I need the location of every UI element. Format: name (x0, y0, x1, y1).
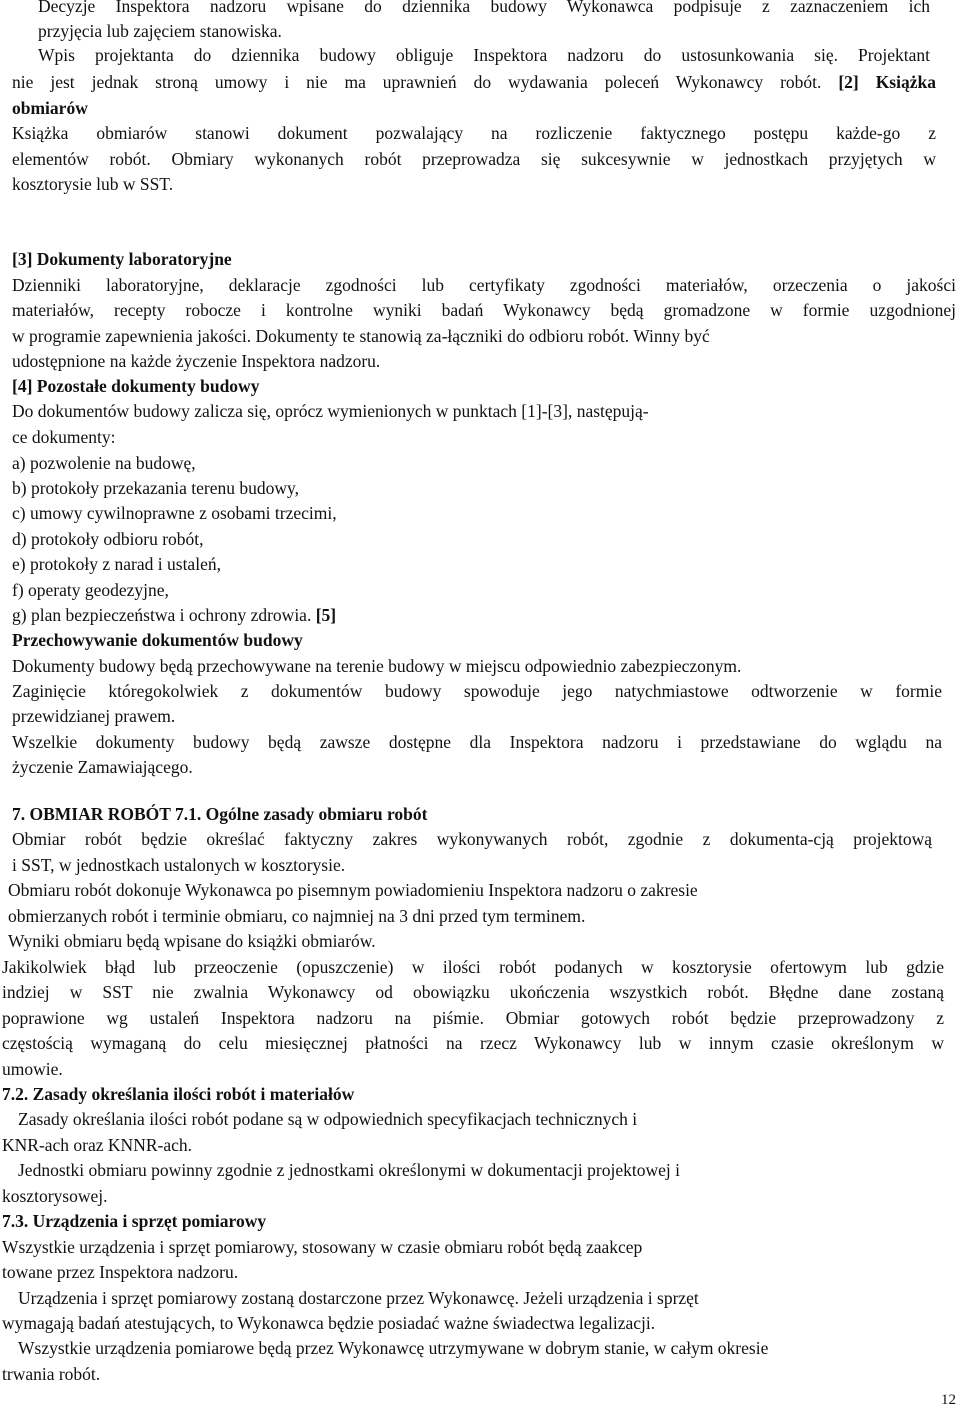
text-segment: życzenie Zamawiającego. (12, 757, 193, 777)
text-line (12, 578, 169, 603)
text-segment: elementów robót. Obmiary wykonanych robót przeprowadza się sukcesywnie w jednostkach przyjętych w (12, 149, 936, 169)
text-segment: udostępnione na każde życzenie Inspektora nadzoru. (12, 351, 381, 371)
text-line (2, 1235, 642, 1260)
bold-text: 7. OBMIAR ROBÓT 7.1. Ogólne zasady obmiaru robót (12, 804, 428, 824)
text-segment: KNR-ach oraz KNNR-ach. (2, 1135, 192, 1155)
text-line (12, 121, 936, 146)
text-line (8, 904, 585, 929)
text-segment: Wpis projektanta do dziennika budowy obliguje Inspektora nadzoru do ustosunkowania się. Projektant (38, 45, 930, 65)
text-segment: częstością wymaganą do celu miesięcznej płatności na rzecz Wykonawcy lub w innym czasie określonym w (2, 1033, 944, 1053)
text-line (2, 980, 944, 1005)
text-segment: Dzienniki laboratoryjne, deklaracje zgodności lub certyfikaty zgodności materiałów, orzeczenia o jakości (12, 275, 956, 295)
text-segment: c) umowy cywilnoprawne z osobami trzecimi, (12, 503, 337, 523)
text-line (12, 552, 221, 577)
text-line (12, 96, 88, 121)
text-segment: poprawione wg ustaleń Inspektora nadzoru na piśmie. Obmiar gotowych robót będzie przeprowadzony z (2, 1008, 944, 1028)
text-line (18, 1158, 680, 1183)
text-line (2, 1006, 944, 1031)
bold-text: 7.2. Zasady określania ilości robót i materiałów (2, 1084, 355, 1104)
text-segment: e) protokoły z narad i ustaleń, (12, 554, 221, 574)
text-segment: a) pozwolenie na budowę, (12, 453, 196, 473)
text-line (2, 1260, 238, 1285)
text-line (12, 476, 299, 501)
bold-text: Przechowywanie dokumentów budowy (12, 630, 303, 650)
text-line (12, 451, 196, 476)
text-line (2, 1082, 354, 1107)
text-segment: przyjęcia lub zajęciem stanowiska. (38, 21, 282, 41)
text-segment: i SST, w jednostkach ustalonych w kosztorysie. (12, 855, 346, 875)
text-line (12, 374, 259, 399)
text-line (12, 501, 337, 526)
text-segment: Zaginięcie któregokolwiek z dokumentów budowy spowoduje jego natychmiastowe odtworzenie w formie (12, 681, 942, 701)
text-line (8, 878, 698, 903)
text-segment: b) protokoły przekazania terenu budowy, (12, 478, 300, 498)
bold-text: [5] (315, 605, 337, 625)
text-line (12, 730, 942, 755)
text-line (12, 802, 428, 827)
bold-text: [2] Książka (838, 72, 936, 92)
text-line (12, 70, 936, 95)
bold-text: obmiarów (12, 98, 88, 118)
text-line (8, 929, 376, 954)
text-segment: Obmiaru robót dokonuje Wykonawca po pisemnym powiadomieniu Inspektora nadzoru o zakresie (8, 880, 698, 900)
text-segment: wymagają badań atestujących, to Wykonawca będzie posiadać ważne świadectwa legalizacji. (2, 1313, 656, 1333)
text-line (12, 628, 303, 653)
text-segment: Jakikolwiek błąd lub przeoczenie (opuszczenie) w ilości robót podanych w kosztorysie ofertowym lub gdzie (2, 957, 944, 977)
text-line (2, 1057, 63, 1082)
text-line (12, 527, 204, 552)
text-line (12, 147, 936, 172)
text-line (12, 247, 232, 272)
text-line (2, 1209, 266, 1234)
text-segment: Obmiar robót będzie określać faktyczny zakres wykonywanych robót, zgodnie z dokumenta-cją projektową (12, 829, 932, 849)
text-segment: kosztorysowej. (2, 1186, 108, 1206)
text-line (2, 1184, 107, 1209)
text-line (2, 955, 944, 980)
text-segment: nie jest jednak stroną umowy i nie ma uprawnień do wydawania poleceń Wykonawcy robót. (12, 72, 839, 92)
text-segment: towane przez Inspektora nadzoru. (2, 1262, 239, 1282)
text-segment: Wszelkie dokumenty budowy będą zawsze dostępne dla Inspektora nadzoru i przedstawiane do wglądu na (12, 732, 942, 752)
text-line (12, 827, 932, 852)
text-segment: Wszystkie urządzenia pomiarowe będą przez Wykonawcę utrzymywane w dobrym stanie, w całym okresie (18, 1338, 769, 1358)
text-line (12, 273, 956, 298)
text-line (2, 1133, 192, 1158)
text-line (12, 755, 193, 780)
text-segment: Wszystkie urządzenia i sprzęt pomiarowy, stosowany w czasie obmiaru robót będą zaakcep (2, 1237, 643, 1257)
text-line (38, 0, 930, 19)
bold-text: [4] Pozostałe dokumenty budowy (12, 376, 260, 396)
text-segment: f) operaty geodezyjne, (12, 580, 169, 600)
text-line (12, 172, 173, 197)
text-line (12, 324, 710, 349)
text-segment: Wyniki obmiaru będą wpisane do książki obmiarów. (8, 931, 376, 951)
text-line (12, 654, 741, 679)
text-segment: Jednostki obmiaru powinny zgodnie z jednostkami określonymi w dokumentacji projektowej i (18, 1160, 680, 1180)
page-number: 12 (941, 1392, 956, 1408)
text-line (18, 1286, 699, 1311)
text-segment: przewidzianej prawem. (12, 706, 176, 726)
text-line (12, 349, 380, 374)
text-line (38, 19, 282, 44)
text-line (38, 43, 930, 68)
text-segment: indziej w SST nie zwalnia Wykonawcy od obowiązku ukończenia wszystkich robót. Błędne dane zostaną (2, 982, 944, 1002)
text-line (12, 425, 116, 450)
text-segment: trwania robót. (2, 1364, 101, 1384)
text-line (18, 1107, 637, 1132)
bold-text: 7.3. Urządzenia i sprzęt pomiarowy (2, 1211, 267, 1231)
bold-text: [3] Dokumenty laboratoryjne (12, 249, 232, 269)
text-segment: Dokumenty budowy będą przechowywane na terenie budowy w miejscu odpowiednio zabezpieczonym. (12, 656, 742, 676)
text-segment: Książka obmiarów stanowi dokument pozwalający na rozliczenie faktycznego postępu każde-go z (12, 123, 936, 143)
text-segment: Urządzenia i sprzęt pomiarowy zostaną dostarczone przez Wykonawcę. Jeżeli urządzenia i sprzęt (18, 1288, 699, 1308)
text-segment: kosztorysie lub w SST. (12, 174, 174, 194)
text-segment: Decyzje Inspektora nadzoru wpisane do dziennika budowy Wykonawca podpisuje z zaznaczeniem ich (38, 0, 930, 16)
text-segment: Zasady określania ilości robót podane są w odpowiednich specyfikacjach technicznych i (18, 1109, 638, 1129)
text-segment: obmierzanych robót i terminie obmiaru, co najmniej na 3 dni przed tym terminem. (8, 906, 586, 926)
text-line (12, 704, 175, 729)
text-segment: materiałów, recepty robocze i kontrolne wyniki badań Wykonawcy będą gromadzone w formie uzgodnionej (12, 300, 956, 320)
text-line (12, 853, 345, 878)
text-segment: w programie zapewnienia jakości. Dokumenty te stanowią za-łączniki do odbioru robót. Winny być (12, 326, 710, 346)
text-segment: ce dokumenty: (12, 427, 116, 447)
text-segment: g) plan bezpieczeństwa i ochrony zdrowia. (12, 605, 316, 625)
text-line (12, 298, 956, 323)
text-segment: d) protokoły odbioru robót, (12, 529, 204, 549)
text-line (2, 1311, 655, 1336)
text-line (12, 399, 649, 424)
text-line (12, 603, 336, 628)
text-line (2, 1031, 944, 1056)
text-segment: Do dokumentów budowy zalicza się, oprócz wymienionych w punktach [1]-[3], następują- (12, 401, 649, 421)
text-line (18, 1336, 768, 1361)
text-segment: umowie. (2, 1059, 63, 1079)
text-line (12, 679, 942, 704)
text-line (2, 1362, 100, 1387)
